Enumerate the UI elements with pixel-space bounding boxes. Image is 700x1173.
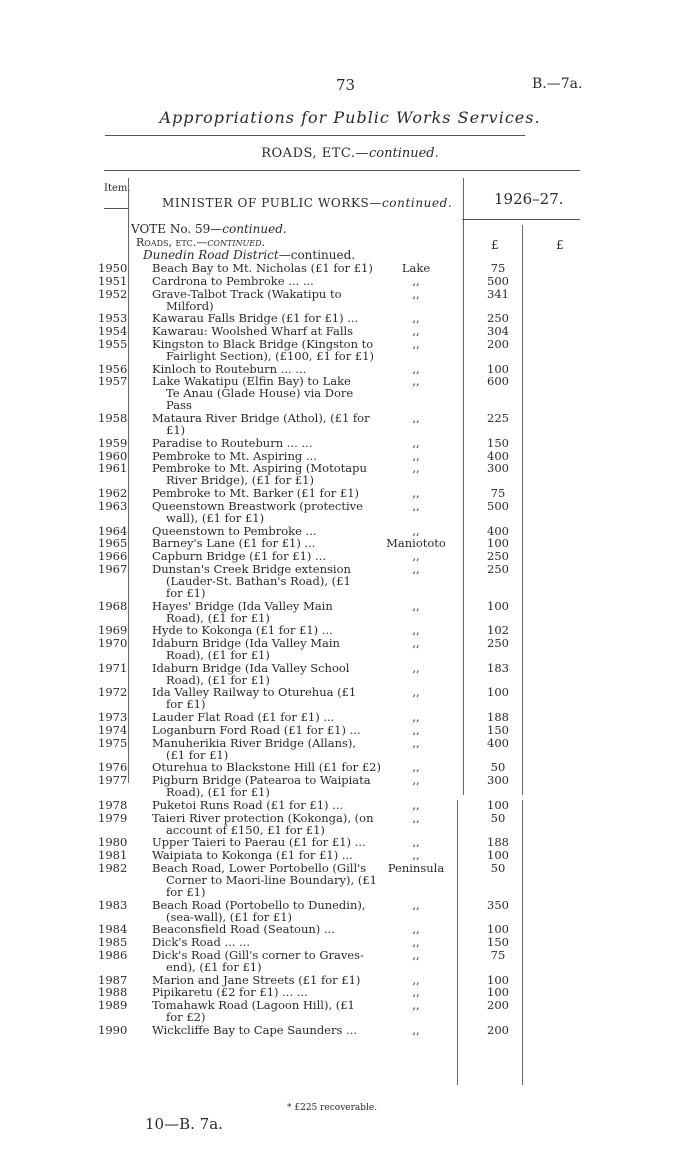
amount-value: 100	[487, 985, 509, 1000]
item-description	[152, 450, 392, 462]
item-number: 1964	[98, 523, 128, 538]
county-name: ,,	[412, 922, 420, 937]
description-line: Dunstan's Creek Bridge extension	[152, 561, 351, 576]
description-line: Road), (£1 for £1)	[166, 648, 270, 662]
item-description	[152, 936, 392, 948]
item-number: 1989	[98, 998, 128, 1013]
item-number: 1974	[98, 722, 128, 737]
item-number: 1987	[98, 972, 128, 987]
description-line: Pembroke to Mt. Aspiring (Mototapu	[152, 461, 367, 476]
table-row	[0, 563, 700, 599]
amount-value: 100	[487, 685, 509, 700]
item-number: 1950	[98, 261, 128, 275]
item-description	[152, 711, 392, 723]
amount-value: 304	[487, 324, 509, 339]
description-line: (Lauder-St. Bathan's Road), (£1	[166, 573, 351, 588]
amount-value: 75	[490, 486, 506, 500]
amount-value: 600	[487, 374, 509, 389]
amount-value: 200	[487, 336, 509, 351]
amount-value: 183	[487, 660, 509, 675]
table-row	[0, 338, 700, 362]
amount-value: 200	[487, 1022, 509, 1037]
amount-value: 100	[487, 972, 509, 987]
table-row	[0, 600, 700, 624]
description-line: wall), (£1 for £1)	[166, 510, 265, 525]
item-description	[152, 363, 392, 375]
table-row	[0, 487, 700, 499]
county-name: ,,	[412, 722, 420, 737]
description-line: account of £150, £1 for £1)	[166, 822, 325, 837]
amount-value: 300	[487, 461, 509, 476]
item-description	[152, 262, 392, 274]
description-line: Kawarau: Woolshed Wharf at Falls	[152, 324, 354, 339]
item-number: 1959	[98, 435, 128, 450]
description-line: (£1 for £1)	[166, 747, 229, 762]
description-line: (sea-wall), (£1 for £1)	[166, 909, 293, 924]
county-name: ,,	[412, 374, 420, 389]
table-row	[0, 686, 700, 710]
item-description	[152, 525, 392, 537]
description-line: Pembroke to Mt. Barker (£1 for £1)	[152, 486, 360, 500]
header-rule-item	[104, 208, 128, 209]
item-description	[152, 338, 392, 362]
county-name: ,,	[412, 361, 420, 376]
table-row	[0, 462, 700, 486]
amount-value: 500	[487, 273, 509, 288]
item-number: 1952	[98, 286, 128, 301]
table-row	[0, 774, 700, 798]
description-line: Taieri River protection (Kokonga), (on	[152, 810, 374, 825]
description-line: Waipiata to Kokonga (£1 for £1) ...	[152, 848, 353, 863]
table-row	[0, 412, 700, 436]
item-number: 1976	[98, 760, 128, 775]
amount-value: 102	[487, 623, 509, 638]
item-number: 1990	[98, 1022, 128, 1037]
document-reference: B.—7a.	[532, 76, 583, 92]
county-name: ,,	[412, 760, 420, 775]
table-row	[0, 936, 700, 948]
county-name: ,,	[412, 286, 420, 301]
amount-value: 250	[487, 311, 509, 326]
item-number: 1965	[98, 536, 128, 551]
description-line: Marion and Jane Streets (£1 for £1)	[152, 972, 361, 987]
table-row	[0, 437, 700, 449]
item-description	[152, 761, 392, 773]
table-row	[0, 325, 700, 337]
amount-value: 188	[487, 710, 509, 725]
table-row	[0, 312, 700, 324]
page-title: Appropriations for Public Works Services.	[159, 108, 541, 127]
table-row	[0, 262, 700, 274]
item-description	[152, 737, 392, 761]
amount-value: 100	[487, 922, 509, 937]
county-name: ,,	[412, 810, 420, 825]
amount-value: 350	[487, 897, 509, 912]
amount-value: 100	[487, 536, 509, 551]
item-description	[152, 437, 392, 449]
fiscal-year-header: 1926–27.	[494, 190, 564, 208]
table-row	[0, 761, 700, 773]
description-line: for £1)	[166, 885, 206, 899]
title-rule	[105, 135, 525, 136]
county-name: ,,	[412, 448, 420, 463]
description-line: Beaconsfield Road (Seatoun) ...	[152, 922, 335, 937]
section-subtitle: ROADS, ETC.—continued.	[261, 146, 439, 161]
description-line: Kingston to Black Bridge (Kingston to	[152, 336, 374, 351]
item-number: 1978	[98, 797, 128, 812]
county-name: ,,	[412, 561, 420, 576]
district-heading: Dunedin Road District—continued.	[143, 248, 356, 262]
item-number: 1968	[98, 598, 128, 613]
item-description	[152, 275, 392, 287]
amount-value: 75	[490, 261, 506, 275]
item-number: 1979	[98, 810, 128, 825]
item-number: 1975	[98, 735, 128, 750]
description-line: Ida Valley Railway to Oturehua (£1	[152, 685, 357, 700]
page-signature: 10—B. 7a.	[145, 1115, 223, 1133]
item-description	[152, 974, 392, 986]
description-line: Loganburn Ford Road (£1 for £1) ...	[152, 722, 361, 737]
description-line: Puketoi Runs Road (£1 for £1) ...	[152, 797, 344, 812]
description-line: Wickcliffe Bay to Cape Saunders ...	[152, 1022, 358, 1037]
description-line: Upper Taieri to Paerau (£1 for £1) ...	[152, 835, 366, 850]
county-name: ,,	[412, 660, 420, 675]
table-row	[0, 986, 700, 998]
description-line: Queenstown Breastwork (protective	[152, 498, 363, 513]
county-name: ,,	[412, 435, 420, 450]
description-line: Pigburn Bridge (Patearoa to Waipiata	[152, 773, 371, 788]
table-row	[0, 849, 700, 861]
item-number: 1961	[98, 461, 128, 476]
item-number: 1988	[98, 985, 128, 1000]
county-name: ,,	[412, 523, 420, 538]
county-name: ,,	[412, 598, 420, 613]
county-name: ,,	[412, 324, 420, 339]
county-name: ,,	[412, 486, 420, 500]
item-description	[152, 288, 392, 312]
description-line: Dick's Road (Gill's corner to Graves-	[152, 947, 364, 962]
item-description	[152, 836, 392, 848]
county-name: ,,	[412, 735, 420, 750]
amount-value: 500	[487, 498, 509, 513]
table-row	[0, 662, 700, 686]
item-description	[152, 624, 392, 636]
currency-symbol-2: £	[556, 238, 564, 252]
item-number: 1973	[98, 710, 128, 725]
county-name: ,,	[412, 411, 420, 425]
amount-value: 100	[487, 848, 509, 863]
item-description	[152, 600, 392, 624]
amount-value: 100	[487, 797, 509, 812]
description-line: Oturehua to Blackstone Hill (£1 for £2)	[152, 760, 381, 775]
description-line: Idaburn Bridge (Ida Valley Main	[152, 636, 340, 650]
page-number: 73	[336, 76, 356, 94]
table-row	[0, 363, 700, 375]
county-name: ,,	[412, 848, 420, 863]
description-line: for £1)	[166, 585, 206, 600]
county-name: ,,	[412, 623, 420, 638]
table-row	[0, 862, 700, 898]
item-number: 1981	[98, 848, 128, 863]
description-line: end), (£1 for £1)	[166, 959, 262, 974]
amount-value: 150	[487, 935, 509, 950]
item-description	[152, 537, 392, 549]
header-rule-top	[104, 170, 580, 171]
amount-value: 341	[487, 286, 509, 301]
amount-value: 300	[487, 773, 509, 788]
county-name: ,,	[412, 685, 420, 700]
description-line: Beach Road (Portobello to Dunedin),	[152, 897, 366, 912]
item-description	[152, 550, 392, 562]
table-row	[0, 836, 700, 848]
table-row	[0, 537, 700, 549]
description-line: Pembroke to Mt. Aspiring ...	[152, 448, 317, 463]
county-name: ,,	[412, 897, 420, 912]
item-description	[152, 1024, 392, 1036]
item-number: 1983	[98, 897, 128, 912]
item-number: 1957	[98, 374, 128, 389]
amount-value: 200	[487, 998, 509, 1013]
table-row	[0, 724, 700, 736]
item-description	[152, 487, 392, 499]
item-number: 1953	[98, 311, 128, 326]
amount-value: 250	[487, 549, 509, 564]
county-name: ,,	[412, 947, 420, 962]
item-number: 1982	[98, 861, 128, 875]
item-description	[152, 412, 392, 436]
table-row	[0, 275, 700, 287]
item-description	[152, 999, 392, 1023]
item-description	[152, 986, 392, 998]
county-name: ,,	[412, 985, 420, 1000]
item-description	[152, 774, 392, 798]
description-line: River Bridge), (£1 for £1)	[166, 473, 314, 488]
table-row	[0, 812, 700, 836]
item-number: 1958	[98, 411, 128, 425]
item-number: 1970	[98, 636, 128, 650]
amount-value: 225	[487, 411, 509, 425]
description-line: Lake Wakatipu (Elfin Bay) to Lake	[152, 374, 351, 389]
description-line: Queenstown to Pembroke ...	[152, 523, 317, 538]
description-line: Tomahawk Road (Lagoon Hill), (£1	[152, 998, 355, 1013]
description-line: Hyde to Kokonga (£1 for £1) ...	[152, 623, 333, 638]
description-line: for £2)	[166, 1010, 206, 1025]
item-number: 1954	[98, 324, 128, 339]
table-row	[0, 525, 700, 537]
amount-value: 75	[490, 947, 506, 962]
item-description	[152, 325, 392, 337]
county-name: Maniototo	[386, 536, 446, 551]
amount-value: 150	[487, 722, 509, 737]
county-name: ,,	[412, 1022, 420, 1037]
item-number: 1967	[98, 561, 128, 576]
table-row	[0, 500, 700, 524]
table-row	[0, 450, 700, 462]
item-description	[152, 949, 392, 973]
description-line: Milford)	[166, 298, 214, 313]
description-line: Dick's Road ... ...	[152, 935, 251, 950]
county-name: ,,	[412, 935, 420, 950]
item-number: 1960	[98, 448, 128, 463]
description-line: Grave-Talbot Track (Wakatipu to	[152, 286, 342, 301]
table-row	[0, 637, 700, 661]
table-row	[0, 711, 700, 723]
county-name: ,,	[412, 972, 420, 987]
item-number: 1984	[98, 922, 128, 937]
item-description	[152, 862, 392, 898]
county-name: ,,	[412, 710, 420, 725]
description-line: Beach Bay to Mt. Nicholas (£1 for £1)	[152, 261, 373, 275]
item-description	[152, 686, 392, 710]
item-number: 1980	[98, 835, 128, 850]
description-line: Barney's Lane (£1 for £1) ...	[152, 536, 316, 551]
item-number: 1963	[98, 498, 128, 513]
amount-value: 50	[490, 861, 506, 875]
county-name: ,,	[412, 773, 420, 788]
item-description	[152, 849, 392, 861]
description-line: Fairlight Section), (£100, £1 for £1)	[166, 348, 374, 363]
item-description	[152, 812, 392, 836]
vote-heading: VOTE No. 59—continued.	[131, 222, 287, 236]
table-row	[0, 288, 700, 312]
description-line: Cardrona to Pembroke ... ...	[152, 273, 314, 288]
item-number: 1951	[98, 273, 128, 288]
item-description	[152, 899, 392, 923]
description-line: £1)	[166, 423, 186, 437]
item-number: 1986	[98, 947, 128, 962]
description-line: Road), (£1 for £1)	[166, 785, 270, 800]
county-name: ,,	[412, 797, 420, 812]
table-row	[0, 974, 700, 986]
amount-value: 188	[487, 835, 509, 850]
item-column-header: Item.	[104, 183, 131, 194]
minister-heading: MINISTER OF PUBLIC WORKS—continued.	[162, 196, 453, 210]
item-description	[152, 662, 392, 686]
item-number: 1955	[98, 336, 128, 351]
description-line: Te Anau (Glade House) via Dore	[166, 386, 354, 401]
description-line: Kawarau Falls Bridge (£1 for £1) ...	[152, 311, 359, 326]
item-number: 1969	[98, 623, 128, 638]
county-name: ,,	[412, 273, 420, 288]
item-description	[152, 923, 392, 935]
description-line: Idaburn Bridge (Ida Valley School	[152, 660, 350, 675]
description-line: Pass	[166, 398, 192, 413]
item-description	[152, 312, 392, 324]
description-line: Mataura River Bridge (Athol), (£1 for	[152, 411, 370, 425]
item-description	[152, 462, 392, 486]
amount-value: 400	[487, 448, 509, 463]
amount-value: 50	[490, 760, 506, 775]
header-rule-year	[462, 219, 580, 220]
item-number: 1985	[98, 935, 128, 950]
amount-value: 150	[487, 435, 509, 450]
table-row	[0, 375, 700, 411]
county-name: Peninsula	[387, 861, 445, 875]
item-description	[152, 375, 392, 411]
table-row	[0, 624, 700, 636]
table-row	[0, 799, 700, 811]
description-line: Capburn Bridge (£1 for £1) ...	[152, 549, 327, 564]
description-line: Corner to Maori-line Boundary), (£1	[166, 873, 377, 887]
amount-value: 100	[487, 361, 509, 376]
description-line: Pipikaretu (£2 for £1) ... ...	[152, 985, 308, 1000]
item-number: 1966	[98, 549, 128, 564]
description-line: Paradise to Routeburn ... ...	[152, 435, 313, 450]
table-row	[0, 1024, 700, 1036]
item-description	[152, 637, 392, 661]
amount-value: 400	[487, 735, 509, 750]
item-description	[152, 799, 392, 811]
county-name: ,,	[412, 636, 420, 650]
county-name: ,,	[412, 311, 420, 326]
county-name: ,,	[412, 998, 420, 1013]
item-number: 1962	[98, 486, 128, 500]
table-row	[0, 923, 700, 935]
county-name: ,,	[412, 549, 420, 564]
county-name: ,,	[412, 461, 420, 476]
description-line: Road), (£1 for £1)	[166, 610, 270, 625]
county-name: Lake	[401, 261, 431, 275]
amount-value: 100	[487, 598, 509, 613]
description-line: Hayes' Bridge (Ida Valley Main	[152, 598, 333, 613]
item-number: 1956	[98, 361, 128, 376]
description-line: Lauder Flat Road (£1 for £1) ...	[152, 710, 335, 725]
description-line: Kinloch to Routeburn ... ...	[152, 361, 307, 376]
county-name: ,,	[412, 835, 420, 850]
table-row	[0, 737, 700, 761]
currency-symbol-1: £	[491, 238, 499, 252]
description-line: Manuherikia River Bridge (Allans),	[152, 735, 357, 750]
item-number: 1972	[98, 685, 128, 700]
footnote: * £225 recoverable.	[287, 1103, 378, 1113]
table-row	[0, 949, 700, 973]
roads-heading: Roads, etc.—continued.	[136, 236, 265, 249]
amount-value: 250	[487, 636, 509, 650]
item-number: 1971	[98, 660, 128, 675]
amount-value: 50	[490, 810, 506, 825]
item-description	[152, 724, 392, 736]
county-name: ,,	[412, 336, 420, 351]
table-row	[0, 999, 700, 1023]
table-row	[0, 899, 700, 923]
description-line: Road), (£1 for £1)	[166, 672, 270, 687]
description-line: for £1)	[166, 697, 206, 712]
amount-value: 250	[487, 561, 509, 576]
item-description	[152, 563, 392, 599]
item-number: 1977	[98, 773, 128, 788]
table-row	[0, 550, 700, 562]
amount-value: 400	[487, 523, 509, 538]
item-description	[152, 500, 392, 524]
description-line: Beach Road, Lower Portobello (Gill's	[152, 861, 367, 875]
county-name: ,,	[412, 498, 420, 513]
